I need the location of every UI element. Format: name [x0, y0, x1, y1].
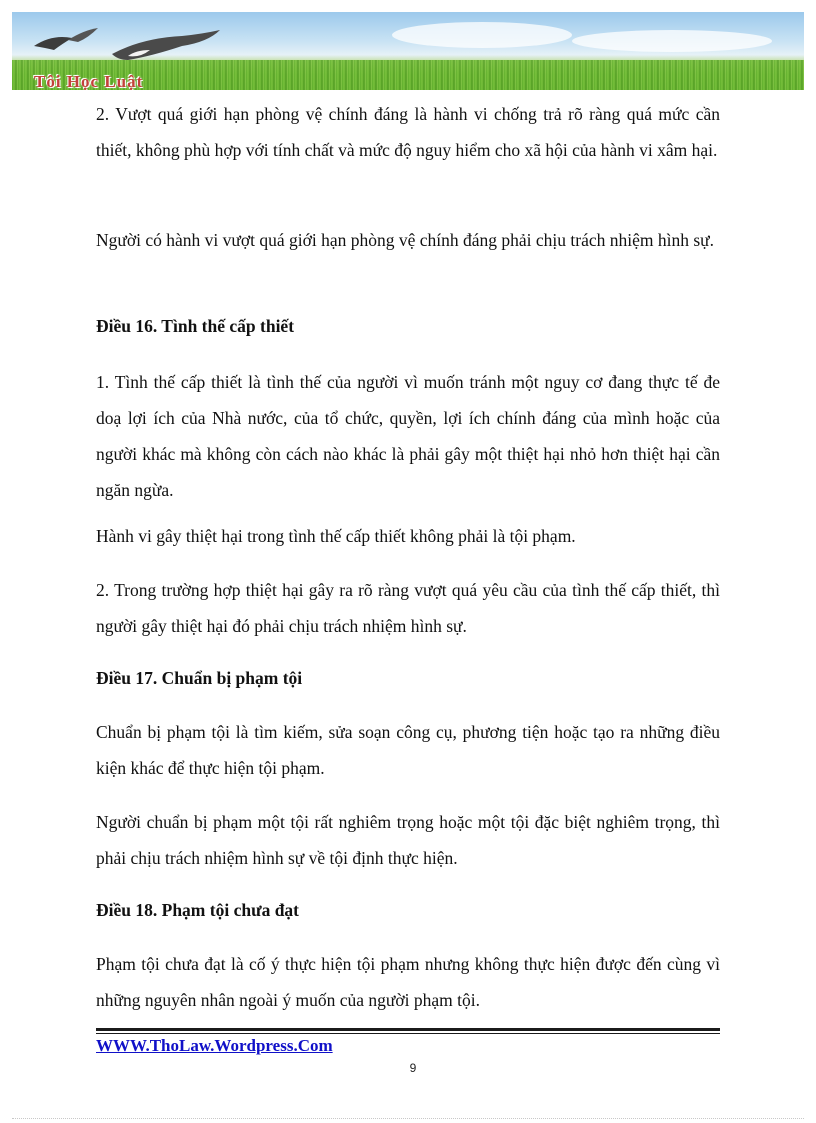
- banner-title: Tôi Học Luật: [34, 72, 144, 90]
- article-heading: Điều 18. Phạm tội chưa đạt: [96, 900, 300, 920]
- banner-cloud: [392, 22, 572, 48]
- paragraph: Người có hành vi vượt quá giới hạn phòng vệ chính đáng phải chịu trách nhiệm hình sự.: [96, 230, 715, 250]
- paragraph: Phạm tội chưa đạt là cố ý thực hiện tội phạm nhưng không thực hiện được đến cùng vì những nguyên nhân ngoài ý muốn của người phạm tội.: [96, 954, 720, 1010]
- page-number: 9: [409, 1061, 417, 1075]
- paragraph: Người chuẩn bị phạm một tội rất nghiêm trọng hoặc một tội đặc biệt nghiêm trọng, thì phải chịu trách nhiệm hình sự về tội định thực hiện.: [96, 812, 720, 868]
- header-banner: [12, 12, 804, 90]
- paragraph: Chuẩn bị phạm tội là tìm kiếm, sửa soạn công cụ, phương tiện hoặc tạo ra những điều kiện khác để thực hiện tội phạm.: [96, 722, 720, 778]
- paragraph: 2. Trong trường hợp thiệt hại gây ra rõ ràng vượt quá yêu cầu của tình thế cấp thiết, thì người gây thiệt hại đó phải chịu trách nhiệm hình sự.: [96, 580, 720, 636]
- article-heading: Điều 16. Tình thế cấp thiết: [96, 316, 295, 336]
- page-bottom-border: [12, 1118, 804, 1119]
- bird-icon: [32, 20, 232, 70]
- paragraph: 1. Tình thế cấp thiết là tình thế của người vì muốn tránh một nguy cơ đang thực tế đe doạ lợi ích của Nhà nước, của tổ chức, quyền, lợi ích chính đáng của mình hoặc của người khác mà không còn cách nào khác là phải gây một thiệt hại nhỏ hơn thiệt hại cần ngăn ngừa.: [96, 372, 720, 500]
- paragraph: 2. Vượt quá giới hạn phòng vệ chính đáng là hành vi chống trả rõ ràng quá mức cần thiết, không phù hợp với tính chất và mức độ nguy hiểm cho xã hội của hành vi xâm hại.: [96, 104, 720, 160]
- banner-cloud: [572, 30, 772, 52]
- paragraph: Hành vi gây thiệt hại trong tình thế cấp thiết không phải là tội phạm.: [96, 526, 576, 546]
- article-heading: Điều 17. Chuẩn bị phạm tội: [96, 668, 303, 688]
- footer-website-link[interactable]: WWW.ThoLaw.Wordpress.Com: [96, 1036, 333, 1055]
- footer-divider: [96, 1028, 720, 1034]
